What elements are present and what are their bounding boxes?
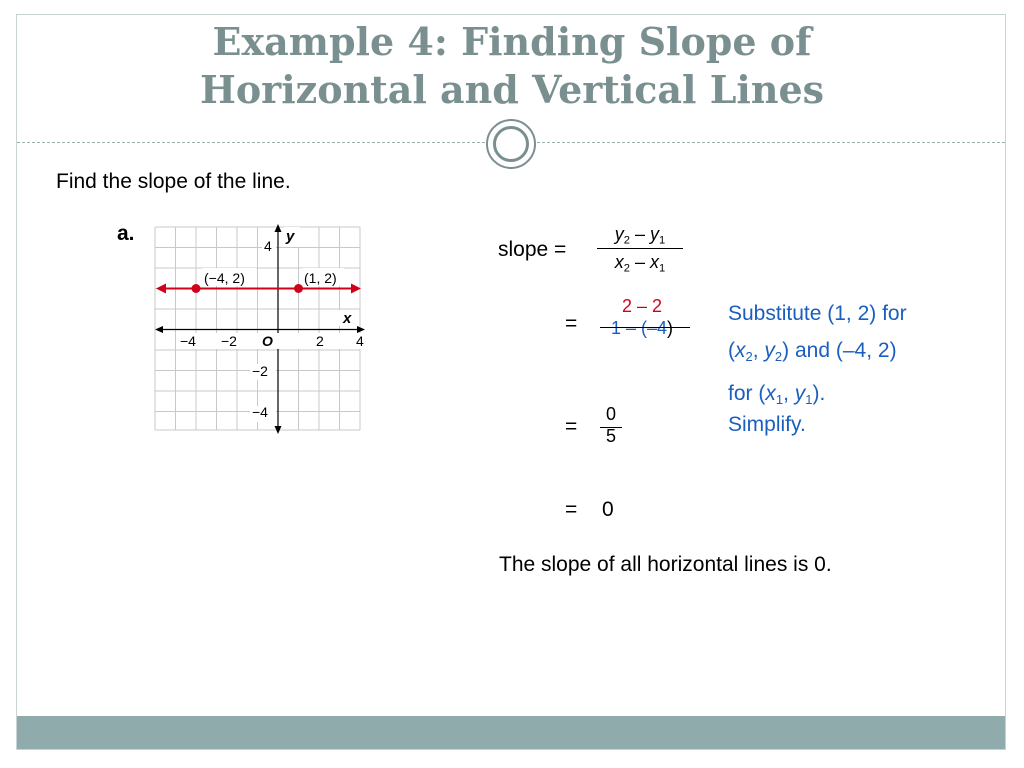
note-line: Simplify.: [728, 412, 806, 436]
fraction-bar: [600, 427, 622, 428]
point-b: [294, 284, 303, 293]
x-axis-label: x: [343, 310, 352, 327]
simplified-denominator: 5: [605, 426, 616, 446]
simplified-fraction: [551, 403, 671, 447]
x-tick-label: 2: [316, 333, 324, 349]
title-line-2: Horizontal and Vertical Lines: [199, 67, 825, 112]
note-line: for ($x_1$, $y_1$).: [728, 381, 826, 407]
x-tick-label: 4: [356, 333, 364, 349]
numerator-substituted: 2 – 2: [621, 296, 663, 316]
x-axis-arrow-right: [357, 326, 365, 333]
fraction-bar: [600, 327, 690, 328]
explanation-note: [728, 295, 998, 443]
point-label: (1, 2): [304, 270, 337, 286]
equals-sign: =: [565, 498, 578, 521]
coordinate-graph: [150, 222, 372, 436]
slope-label: slope =: [498, 238, 567, 261]
fraction-bar: [597, 248, 683, 249]
formula-numerator: $y_2 - y_1$: [614, 224, 666, 247]
line-arrow-left: [156, 284, 166, 294]
footer-bar: [17, 716, 1005, 749]
point-a: [192, 284, 201, 293]
part-label: a.: [117, 222, 135, 245]
slide-title: [0, 18, 1024, 114]
formula-denominator: $x_2 - x_1$: [614, 252, 666, 275]
equals-sign: =: [565, 312, 578, 335]
slope-formula: [580, 223, 700, 280]
y-axis-arrow-up: [275, 224, 282, 232]
note-line: Substitute (1, 2) for: [728, 302, 907, 325]
point-label: (−4, 2): [204, 270, 245, 286]
x-tick-label: −2: [221, 333, 237, 349]
grid-lines: [155, 227, 360, 430]
note-line: ($x_2$, $y_2$) and (–4, 2): [728, 339, 897, 364]
substituted-fraction: [582, 295, 702, 339]
simplified-numerator: 0: [605, 404, 616, 424]
y-tick-label: 4: [264, 238, 272, 254]
origin-label: O: [262, 333, 273, 349]
equals-sign: =: [565, 415, 578, 438]
instruction-text: Find the slope of the line.: [56, 170, 291, 193]
x-axis-arrow-left: [155, 326, 163, 333]
circle-ornament-icon: [486, 119, 536, 169]
y-axis-label: y: [286, 228, 295, 245]
y-tick-label: −2: [252, 363, 268, 379]
title-line-1: Example 4: Finding Slope of: [212, 19, 812, 64]
conclusion-text: The slope of all horizontal lines is 0.: [499, 553, 832, 576]
y-tick-label: −4: [252, 404, 268, 420]
x-tick-label: −4: [180, 333, 196, 349]
slope-result: 0: [602, 498, 614, 521]
denominator-substituted: 1 – (–4): [610, 318, 674, 338]
